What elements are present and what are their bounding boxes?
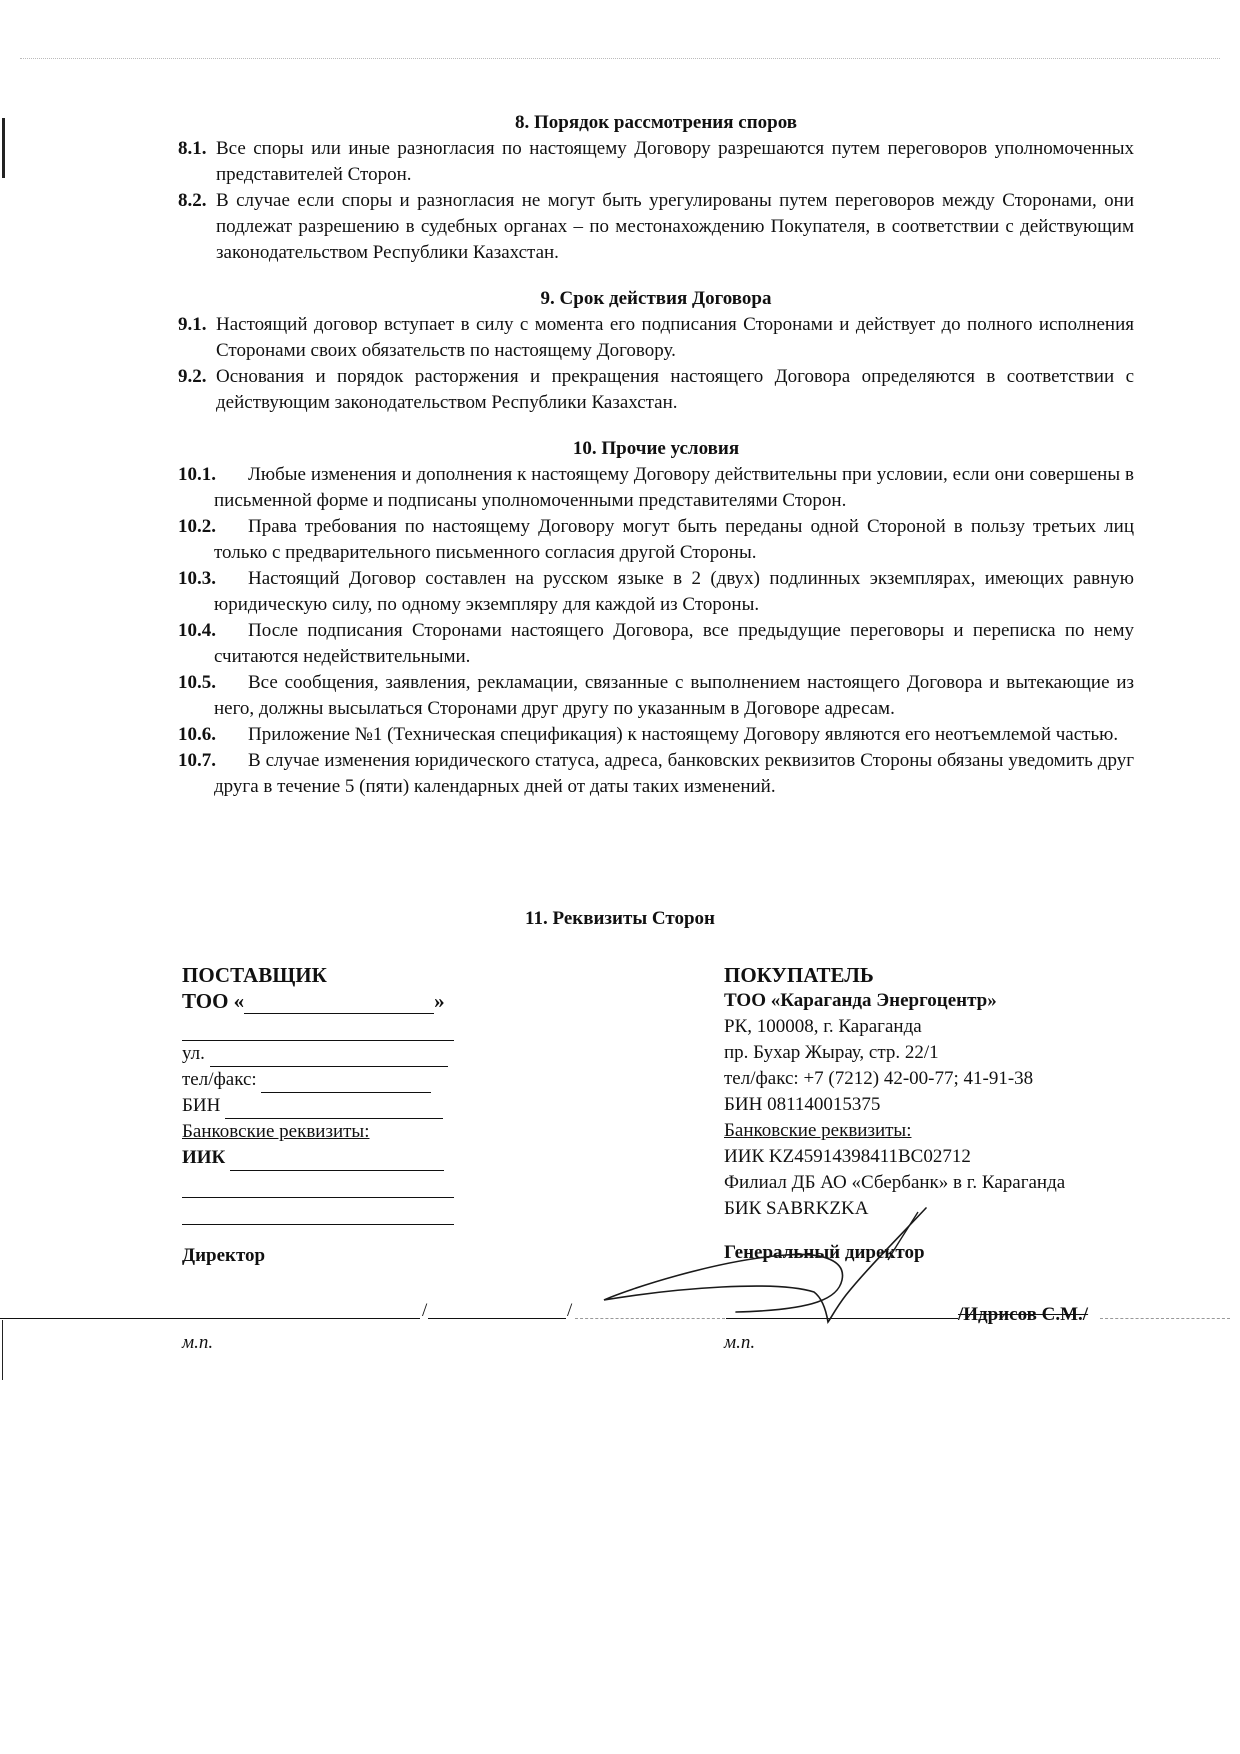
clause [178, 722, 1134, 748]
clause-text: Все споры или иные разногласия по настоящему Договору разрешаются путем переговоров уполномоченных представителей Сторон. [216, 138, 1134, 185]
supplier-org-prefix: ТОО « [182, 989, 245, 1013]
bin-blank [225, 1100, 443, 1119]
supplier-blank-line [182, 1198, 454, 1225]
supplier-heading: ПОСТАВЩИК [182, 963, 327, 987]
clause-number: 10.4. [178, 620, 216, 641]
buyer-address-2: пр. Бухар Жырау, стр. 22/1 [724, 1042, 939, 1063]
clause [178, 136, 1134, 188]
clause-text: Настоящий Договор составлен на русском языке в 2 (двух) подлинных экземплярах, имеющих равную юридическую силу, по одному экземпляру для каждой из Стороны. [214, 568, 1134, 615]
supplier-stamp-place: м.п. [182, 1332, 214, 1353]
scan-margin-mark [2, 1320, 3, 1380]
handwritten-signature [596, 1200, 936, 1330]
buyer-director-label: Генеральный директор [724, 1242, 925, 1263]
scan-edge-line [1100, 1318, 1230, 1320]
buyer-phone: тел/факс: +7 (7212) 42-00-77; 41-91-38 [724, 1068, 1034, 1089]
scan-top-edge [20, 58, 1220, 60]
iik-blank [230, 1152, 444, 1171]
supplier-street [182, 1041, 482, 1067]
buyer-bank-label: Банковские реквизиты: [724, 1120, 912, 1141]
clause-text: В случае если споры и разногласия не могут быть урегулированы путем переговоров между Сторонами, они подлежат разрешению в судебных органах – по местонахождению Покупателя, в соответствии с действующим законодательством Республики Казахстан. [216, 190, 1134, 263]
supplier-blank-line [182, 1014, 454, 1041]
street-label: ул. [182, 1043, 205, 1064]
clause [178, 618, 1134, 670]
clause-text: Все сообщения, заявления, рекламации, связанные с выполнением настоящего Договора и вытекающие из него, должны высылаться Сторонами друг другу по указанным в Договоре адресам. [214, 672, 1134, 719]
buyer-heading: ПОКУПАТЕЛЬ [724, 963, 874, 987]
supplier-org-suffix: » [434, 989, 445, 1013]
clause [178, 670, 1134, 722]
section-title: 10. Прочие условия [572, 438, 740, 459]
clause-number: 10.2. [178, 516, 216, 537]
supplier-org-blank [244, 995, 434, 1014]
street-blank [210, 1048, 448, 1067]
supplier-bank-label: Банковские реквизиты: [182, 1121, 370, 1142]
phone-blank [261, 1074, 431, 1093]
clause-number: 10.5. [178, 672, 216, 693]
supplier-phone [182, 1067, 482, 1093]
clause-number: 9.1. [178, 314, 207, 335]
slash: / [422, 1300, 428, 1321]
section-title: 8. Порядок рассмотрения споров [514, 112, 798, 133]
clause [178, 312, 1134, 364]
supplier-bin [182, 1093, 482, 1119]
buyer-branch: Филиал ДБ АО «Сбербанк» в г. Караганда [724, 1172, 1066, 1193]
buyer-bik: БИК SABRKZKA [724, 1198, 869, 1219]
contract-body [178, 110, 1134, 800]
clause [178, 364, 1134, 416]
iik-label: ИИК [182, 1147, 226, 1168]
buyer-bin: БИН 081140015375 [724, 1094, 881, 1115]
clause [178, 748, 1134, 800]
clause [178, 462, 1134, 514]
supplier-org [182, 988, 482, 1014]
clause-number: 8.2. [178, 190, 207, 211]
buyer-stamp-place: м.п. [724, 1332, 756, 1353]
slash: / [567, 1300, 573, 1321]
clause-number: 9.2. [178, 366, 207, 387]
clause-text: Приложение №1 (Техническая спецификация) к настоящему Договору являются его неотъемлемой частью. [248, 724, 1119, 745]
clause-number: 10.3. [178, 568, 216, 589]
supplier-iik [182, 1145, 482, 1171]
supplier-name-line [428, 1318, 566, 1319]
clause-text: Основания и порядок расторжения и прекращения настоящего Договора определяются в соответствии с действующим законодательством Республики Казахстан. [216, 366, 1134, 413]
clause-text: В случае изменения юридического статуса, адреса, банковских реквизитов Стороны обязаны уведомить друг друга в течение 5 (пяти) календарных дней от даты таких изменений. [214, 750, 1134, 797]
buyer-org: ТОО «Караганда Энергоцентр» [724, 990, 997, 1011]
phone-label: тел/факс: [182, 1069, 257, 1090]
buyer-iik: ИИК KZ45914398411BC02712 [724, 1146, 971, 1167]
supplier-blank-line [182, 1171, 454, 1198]
clause-text: Права требования по настоящему Договору могут быть переданы одной Стороной в пользу третьих лиц только с предварительного письменного согласия другой Стороны. [214, 516, 1134, 563]
clause-number: 8.1. [178, 138, 207, 159]
clause-text: Любые изменения и дополнения к настоящему Договору действительны при условии, если они совершены в письменной форме и подписаны уполномоченными представителями Сторон. [214, 464, 1134, 511]
supplier-signature-line [0, 1318, 420, 1319]
supplier-director-label: Директор [182, 1245, 266, 1266]
clause [178, 188, 1134, 266]
clause-number: 10.6. [178, 724, 216, 745]
clause [178, 514, 1134, 566]
buyer-signer-name: /Идрисов С.М./ [958, 1304, 1089, 1325]
clause-text: Настоящий договор вступает в силу с момента его подписания Сторонами и действует до полного исполнения Сторонами своих обязательств по настоящему Договору. [216, 314, 1134, 361]
supplier-block [182, 962, 482, 1269]
requisites-title: 11. Реквизиты Сторон [525, 908, 715, 929]
section-title: 9. Срок действия Договора [540, 288, 772, 309]
bin-label: БИН [182, 1095, 221, 1116]
scan-margin-mark [2, 118, 5, 178]
clause-number: 10.1. [178, 464, 216, 485]
buyer-address-1: РК, 100008, г. Караганда [724, 1016, 922, 1037]
clause-text: После подписания Сторонами настоящего Договора, все предыдущие переговоры и переписка по нему считаются недействительными. [214, 620, 1134, 667]
clause-number: 10.7. [178, 750, 216, 771]
clause [178, 566, 1134, 618]
